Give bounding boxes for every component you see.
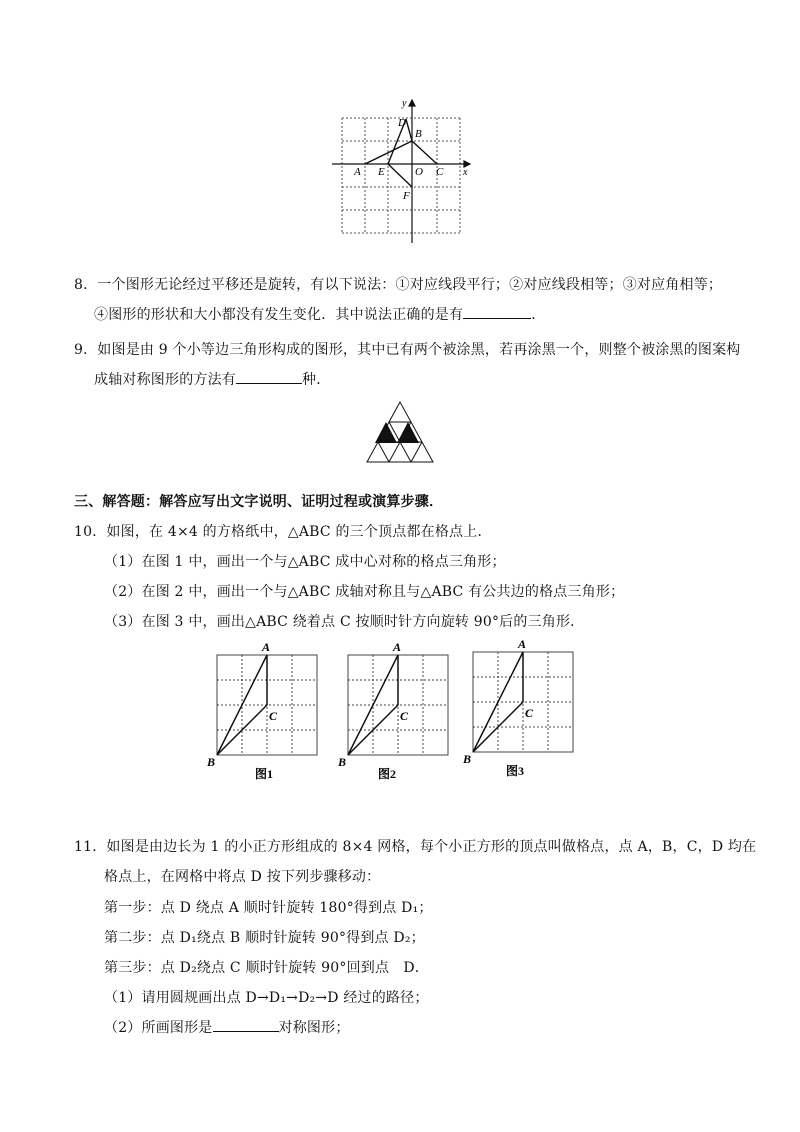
label-D: D [398, 117, 406, 129]
label-F: F [403, 190, 410, 202]
q11-line-1: 11．如图是由边长为 1 的小正方形组成的 8×4 网格，每个小正方形的顶点叫做格点，点 A，B，C，D 均在 [74, 839, 757, 855]
label-B: B [415, 128, 422, 140]
fig2-label-B: B [338, 755, 347, 769]
filled-triangle-left [375, 422, 397, 443]
q11-step-3: 第三步：点 D₂绕点 C 顺时针旋转 90°回到点 D． [104, 960, 429, 976]
q11-line-2: 格点上，在网格中将点 D 按下列步骤移动： [104, 869, 381, 885]
q11-part-2-text: （2）所画图形是 [104, 1020, 213, 1036]
q8-line-2 [94, 304, 545, 324]
q8-answer-blank[interactable] [463, 317, 531, 319]
q10-figure-1 [205, 640, 325, 785]
q11-part-2-end: 对称图形； [278, 1020, 350, 1036]
triangle-figure [362, 400, 438, 466]
fig1-caption: 图1 [255, 767, 274, 781]
label-x: x [463, 167, 468, 178]
label-A: A [354, 166, 361, 178]
q9-line-2-end: 种． [302, 372, 331, 388]
q9-line-1: 9．如图是由 9 个小等边三角形构成的图形，其中已有两个被涂黑，若再涂黑一个，则整个被涂黑的图案构 [74, 342, 741, 358]
filled-triangle-right [397, 422, 419, 443]
q11-part-1: （1）请用圆规画出点 D→D₁→D₂→D 经过的路径； [104, 990, 429, 1006]
triangle-lines [367, 402, 433, 462]
q10-figure-2 [336, 640, 456, 785]
q11-step-2: 第二步：点 D₁绕点 B 顺时针旋转 90°得到点 D₂； [104, 930, 425, 946]
fig1-label-C: C [269, 709, 278, 723]
label-E: E [378, 166, 385, 178]
q11-step-1: 第一步：点 D 绕点 A 顺时针旋转 180°得到点 D₁； [104, 900, 433, 916]
q10-part-1: （1）在图 1 中，画出一个与△ABC 成中心对称的格点三角形； [104, 554, 506, 570]
fig3-caption: 图3 [506, 764, 525, 778]
q8-line-2-text: ④图形的形状和大小都没有发生变化．其中说法正确的是有 [94, 307, 464, 323]
fig3-label-B: B [463, 752, 472, 766]
q9-line-2-text: 成轴对称图形的方法有 [94, 372, 236, 388]
figure-segments [365, 119, 437, 187]
fig1-label-B: B [207, 755, 216, 769]
coordinate-grid-figure [330, 95, 475, 245]
q11-part-2 [104, 1017, 350, 1037]
fig1-label-A: A [262, 640, 271, 654]
section-3-title: 三、解答题：解答应写出文字说明、证明过程或演算步骤． [74, 494, 444, 510]
fig2-label-A: A [393, 640, 402, 654]
q9-answer-blank[interactable] [236, 382, 302, 384]
q9-line-2 [94, 369, 330, 389]
fig3-label-A: A [518, 637, 527, 651]
fig3-label-C: C [525, 706, 534, 720]
q8-line-1: 8．一个图形无论经过平移还是旋转，有以下说法：①对应线段平行；②对应线段相等；③对应角相等； [74, 277, 723, 293]
fig2-caption: 图2 [378, 767, 397, 781]
q10-intro: 10．如图，在 4×4 的方格纸中，△ABC 的三个顶点都在格点上． [74, 524, 492, 540]
label-y: y [402, 98, 407, 109]
q11-answer-blank[interactable] [213, 1030, 279, 1032]
label-C: C [436, 166, 444, 178]
q8-line-2-end: ． [531, 307, 546, 323]
label-O: O [415, 166, 423, 178]
q10-part-2: （2）在图 2 中，画出一个与△ABC 成轴对称且与△ABC 有公共边的格点三角形； [104, 584, 625, 600]
q10-figure-3 [461, 637, 581, 782]
q10-part-3: （3）在图 3 中，画出△ABC 绕着点 C 按顺时针方向旋转 90°后的三角形． [104, 614, 585, 630]
fig2-label-C: C [400, 709, 409, 723]
